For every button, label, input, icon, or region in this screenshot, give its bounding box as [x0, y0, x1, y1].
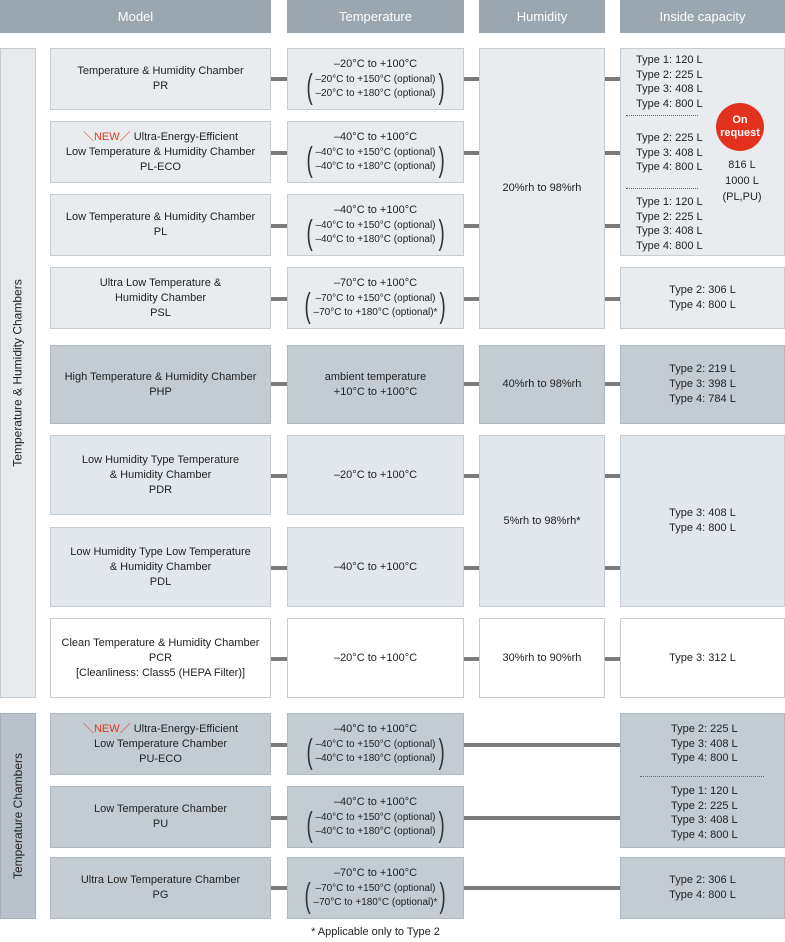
connector	[464, 297, 479, 301]
capacity-item: Type 4: 800 L	[671, 828, 738, 841]
capacity-item: Type 2: 306 L	[669, 284, 736, 296]
capacity-item: Type 3: 408 L	[636, 83, 703, 95]
model-code: PSL	[150, 306, 171, 319]
model-name: Low Temperature Chamber	[93, 737, 228, 750]
humidity-value: 40%rh to 98%rh	[502, 378, 582, 390]
new-label: ＼NEW／	[82, 722, 131, 735]
connector	[605, 77, 620, 81]
capacity-item: Type 4: 800 L	[636, 161, 703, 173]
capacity-item: Type 3: 408 L	[636, 146, 703, 159]
connector	[271, 743, 287, 747]
connector	[605, 297, 620, 301]
header-capacity: Inside capacity	[620, 0, 785, 33]
temp-pdl	[287, 527, 464, 607]
temp-main: –70°C to +100°C	[333, 866, 418, 879]
temp-main: –40°C to +100°C	[333, 795, 418, 808]
capacity-extra	[718, 157, 766, 205]
model-php	[50, 345, 271, 424]
new-label: ＼NEW／	[82, 130, 131, 143]
model-name: Ultra Low Temperature &	[99, 276, 222, 289]
connector-long	[464, 886, 620, 890]
model-pl	[50, 194, 271, 256]
footnote: * Applicable only to Type 2	[311, 926, 440, 938]
temp-optional: –70°C to +150°C (optional)	[315, 882, 436, 894]
model-code: PCR	[148, 651, 173, 664]
connector	[271, 816, 287, 820]
humidity-group-1	[479, 48, 605, 329]
model-code: PHP	[149, 385, 172, 398]
capacity-item: Type 4: 800 L	[636, 239, 703, 252]
capacity-item: Type 2: 225 L	[671, 799, 738, 812]
capacity-list	[671, 722, 738, 766]
capacity-item: Type 1: 120 L	[636, 196, 703, 208]
connector	[605, 224, 620, 228]
model-name: Ultra-Energy-Efficient	[133, 722, 239, 735]
temp-optional: –70°C to +150°C (optional)	[315, 292, 436, 304]
capacity-list	[636, 131, 703, 175]
model-pcr	[50, 618, 271, 698]
capacity-item: Type 4: 800 L	[669, 889, 736, 901]
capacity-item: Type 3: 408 L	[671, 814, 738, 826]
temp-main: –70°C to +100°C	[333, 276, 418, 289]
connector	[464, 224, 479, 228]
model-pu	[50, 786, 271, 848]
temp-optional: –20°C to +180°C (optional)	[315, 87, 436, 99]
model-code: PL	[153, 226, 168, 238]
capacity-item: Type 2: 219 L	[669, 363, 736, 375]
model-name: Clean Temperature & Humidity Chamber	[61, 636, 260, 649]
model-name: & Humidity Chamber	[109, 468, 212, 481]
temp-optional: –40°C to +180°C (optional)	[315, 233, 436, 245]
connector	[464, 474, 479, 478]
capacity-item: Type 3: 408 L	[636, 225, 703, 237]
connector	[271, 474, 287, 478]
capacity-item: Type 3: 312 L	[669, 651, 736, 664]
section-title: Temperature Chambers	[11, 752, 25, 880]
model-code: PDL	[149, 575, 172, 588]
capacity-item: Type 2: 225 L	[636, 210, 703, 223]
connector	[271, 657, 287, 661]
header-model: Model	[0, 0, 271, 33]
capacity-item: Type 4: 800 L	[669, 522, 736, 534]
connector	[271, 151, 287, 155]
model-name: & Humidity Chamber	[109, 560, 212, 573]
humidity-value: 30%rh to 90%rh	[502, 651, 582, 664]
model-pdr	[50, 435, 271, 515]
section-title: Temperature & Humidity Chambers	[11, 279, 25, 467]
humidity-group-3	[479, 435, 605, 607]
model-name: Ultra Low Temperature Chamber	[80, 874, 241, 886]
model-name: Humidity Chamber	[114, 291, 207, 304]
capacity-item: Type 1: 120 L	[636, 54, 703, 66]
capacity-item: Type 2: 225 L	[636, 68, 703, 81]
capacity-item: Type 3: 408 L	[671, 737, 738, 750]
model-name: Low Temperature & Humidity Chamber	[65, 145, 256, 158]
temp-pl: –40°C to +100°C ( –40°C to +150°C (optional) –40°C to +180°C (optional) )	[287, 194, 464, 256]
capacity-item: Type 3: 408 L	[669, 507, 736, 519]
temp-optional: –40°C to +150°C (optional)	[315, 811, 436, 823]
model-psl	[50, 267, 271, 329]
model-code: PL-ECO	[140, 160, 181, 173]
temp-optional: –40°C to +150°C (optional)	[315, 219, 436, 231]
header-humidity: Humidity	[479, 0, 605, 33]
section-label-temperature-humidity	[0, 48, 36, 698]
capacity-item: 1000 L	[725, 175, 759, 187]
connector	[605, 566, 620, 570]
connector	[271, 77, 287, 81]
temp-optional: –40°C to +180°C (optional)	[315, 752, 436, 764]
temp-optional: –40°C to +180°C (optional)	[315, 825, 436, 837]
header-temperature: Temperature	[287, 0, 464, 33]
capacity-item: Type 4: 800 L	[636, 97, 703, 110]
model-name: Low Temperature & Humidity Chamber	[65, 211, 256, 223]
connector	[605, 657, 620, 661]
humidity-pcr	[479, 618, 605, 698]
model-code: PDR	[148, 483, 173, 496]
model-code: PG	[152, 889, 169, 901]
connector	[605, 151, 620, 155]
on-request-badge: On request	[716, 103, 764, 151]
model-name: High Temperature & Humidity Chamber	[64, 370, 257, 383]
temp-optional: –40°C to +150°C (optional)	[315, 738, 436, 750]
capacity-item: Type 4: 800 L	[669, 299, 736, 311]
temp-main: –40°C to +100°C	[333, 722, 418, 735]
temp-main: –20°C to +100°C	[333, 57, 418, 70]
capacity-item: 816 L	[728, 159, 756, 171]
connector	[464, 151, 479, 155]
connector	[271, 886, 287, 890]
model-pr	[50, 48, 271, 110]
temp-php	[287, 345, 464, 424]
model-name: Ultra-Energy-Efficient	[133, 130, 239, 143]
temp-optional: –70°C to +180°C (optional)*	[313, 306, 438, 318]
connector	[271, 224, 287, 228]
humidity-value: 20%rh to 98%rh	[502, 182, 582, 194]
connector	[271, 566, 287, 570]
capacity-item: Type 2: 225 L	[636, 132, 703, 144]
capacity-list	[636, 53, 703, 111]
capacity-pcr	[620, 618, 785, 698]
humidity-php	[479, 345, 605, 424]
capacity-psl	[620, 267, 785, 329]
temp-pcr	[287, 618, 464, 698]
temp-pu: –40°C to +100°C ( –40°C to +150°C (optional) –40°C to +180°C (optional) )	[287, 786, 464, 848]
capacity-item: Type 2: 225 L	[671, 723, 738, 735]
capacity-pg	[620, 857, 785, 919]
temp-pu-eco: –40°C to +100°C ( –40°C to +150°C (optional) –40°C to +180°C (optional) )	[287, 713, 464, 775]
connector	[605, 382, 620, 386]
connector	[464, 566, 479, 570]
capacity-item: Type 4: 784 L	[669, 393, 736, 405]
capacity-group-3	[620, 435, 785, 607]
capacity-item: Type 3: 398 L	[669, 378, 736, 390]
temp-optional: –40°C to +180°C (optional)	[315, 160, 436, 172]
capacity-item: Type 2: 306 L	[669, 874, 736, 886]
capacity-list	[671, 784, 738, 842]
humidity-value: 5%rh to 98%rh*	[503, 514, 581, 527]
model-name: Low Humidity Type Low Temperature	[70, 545, 251, 558]
connector	[464, 77, 479, 81]
temp-pr: –20°C to +100°C ( –20°C to +150°C (optional) –20°C to +180°C (optional) )	[287, 48, 464, 110]
temp-main: –20°C to +100°C	[333, 651, 418, 664]
temp-pg: –70°C to +100°C ( –70°C to +150°C (optional) –70°C to +180°C (optional)* )	[287, 857, 464, 919]
model-name: Low Temperature Chamber	[93, 803, 228, 815]
capacity-item: (PL,PU)	[722, 191, 762, 203]
capacity-list	[636, 195, 703, 253]
model-pl-eco	[50, 121, 271, 183]
divider	[640, 776, 764, 777]
model-note: [Cleanliness: Class5 (HEPA Filter)]	[75, 666, 246, 679]
connector	[605, 474, 620, 478]
connector	[271, 297, 287, 301]
model-code: PU-ECO	[139, 752, 182, 765]
temp-optional: –40°C to +150°C (optional)	[315, 146, 436, 158]
model-pu-eco	[50, 713, 271, 775]
temp-main: –40°C to +100°C	[333, 130, 418, 143]
temp-optional: –70°C to +180°C (optional)*	[313, 896, 438, 908]
temp-optional: –20°C to +150°C (optional)	[315, 73, 436, 85]
divider	[626, 115, 698, 116]
temp-main: –20°C to +100°C	[333, 468, 418, 481]
temp-main: –40°C to +100°C	[333, 560, 418, 573]
model-code: PU	[152, 818, 169, 830]
model-name: Temperature & Humidity Chamber	[77, 65, 244, 77]
temp-pdr	[287, 435, 464, 515]
connector	[464, 382, 479, 386]
temp-pl-eco: –40°C to +100°C ( –40°C to +150°C (optional) –40°C to +180°C (optional) )	[287, 121, 464, 183]
connector	[271, 382, 287, 386]
capacity-item: Type 1: 120 L	[671, 785, 738, 797]
connector-long	[464, 743, 620, 747]
model-pg	[50, 857, 271, 919]
temp-psl: –70°C to +100°C ( –70°C to +150°C (optional) –70°C to +180°C (optional)* )	[287, 267, 464, 329]
capacity-item: Type 4: 800 L	[671, 752, 738, 764]
model-code: PR	[152, 80, 169, 92]
connector	[464, 657, 479, 661]
temp-main: ambient temperature	[324, 370, 427, 383]
connector-long	[464, 816, 620, 820]
model-pdl	[50, 527, 271, 607]
section-label-temperature	[0, 713, 36, 919]
temp-main: +10°C to +100°C	[333, 385, 418, 398]
model-name: Low Humidity Type Temperature	[81, 453, 240, 466]
divider	[626, 188, 698, 189]
capacity-php	[620, 345, 785, 424]
temp-main: –40°C to +100°C	[333, 203, 418, 216]
